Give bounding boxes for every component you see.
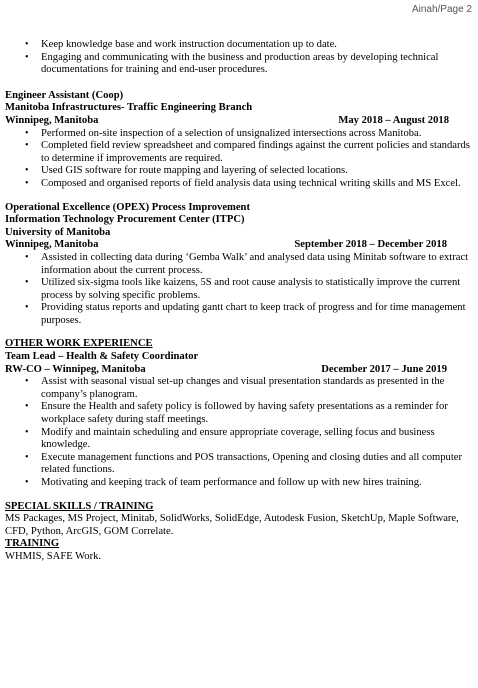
intro-bullet-list [5,39,473,77]
list-item: • Keep knowledge base and work instruction documentation up to date. [5,39,473,52]
job-location-row [5,239,473,252]
training-heading: TRAINING [5,538,60,550]
job-bullet-list [5,252,473,328]
section-heading: OTHER WORK EXPERIENCE [5,338,153,350]
job-bullet-list [5,376,473,489]
page-header: Ainah/Page 2 [411,4,472,15]
job-location: Winnipeg, Manitoba [5,239,99,251]
resume-body [5,39,473,564]
list-item: • Execute management functions and POS transactions, Opening and closing duties and all computer related functions. [5,452,473,477]
skills-text: MS Packages, MS Project, Minitab, SolidWorks, SolidEdge, Autodesk Fusion, SketchUp, Maple Software, CFD, Python, ArcGIS, GOM Correlate. [5,513,459,537]
list-item: • Ensure the Health and safety policy is followed by having safety presentations as a reminder for workplace safety during staff meetings. [5,401,473,426]
job-title: Operational Excellence (OPEX) Process Improvement [5,201,250,213]
list-item: • Assist with seasonal visual set-up changes and visual presentation standards as presented in the company’s planogram. [5,376,473,401]
list-item: • Performed on-site inspection of a selection of unsignalized intersections across Manitoba. [5,128,473,141]
list-item: • Completed field review spreadsheet and compared findings against the current policies and standards to determine if improvements are required. [5,140,473,165]
job-title: Team Lead – Health & Safety Coordinator [5,351,199,363]
training-text: WHMIS, SAFE Work. [5,550,102,562]
list-item: • Motivating and keeping track of team performance and follow up with new hires training. [5,477,473,490]
job-organization: Manitoba Infrastructures- Traffic Engineering Branch [5,102,253,114]
job-dates: December 2017 – June 2019 [321,363,447,375]
job-dates: May 2018 – August 2018 [338,114,449,126]
list-item: • Assisted in collecting data during ‘Gemba Walk’ and analysed data using Minitab software to extract information about the current process. [5,252,473,277]
job-location: RW-CO – Winnipeg, Manitoba [5,363,146,375]
job-location-row [5,115,473,128]
job-school: University of Manitoba [5,226,111,238]
list-item: • Modify and maintain scheduling and ensure appropriate coverage, selling focus and business knowledge. [5,427,473,452]
job-bullet-list [5,128,473,191]
other-work-section [5,338,473,489]
job-dates: September 2018 – December 2018 [294,239,447,251]
skills-section [5,501,473,564]
list-item: • Composed and organised reports of field analysis data using technical writing skills and MS Excel. [5,178,473,191]
list-item: • Providing status reports and updating gantt chart to keep track of progress and for time management purposes. [5,302,473,327]
list-item: • Used GIS software for route mapping and layering of selected locations. [5,165,473,178]
job-title: Engineer Assistant (Coop) [5,89,124,101]
job-location-row [5,364,473,377]
job-opex [5,202,473,328]
job-organization: Information Technology Procurement Center (ITPC) [5,214,245,226]
list-item: • Utilized six-sigma tools like kaizens, 5S and root cause analysis to statistically improve the current process by solving specific problems. [5,277,473,302]
job-location: Winnipeg, Manitoba [5,114,99,126]
list-item: • Engaging and communicating with the business and production areas by developing technical documentations for training and end-user procedures. [5,52,473,77]
job-engineer-assistant [5,90,473,191]
section-heading: SPECIAL SKILLS / TRAINING [5,500,154,512]
